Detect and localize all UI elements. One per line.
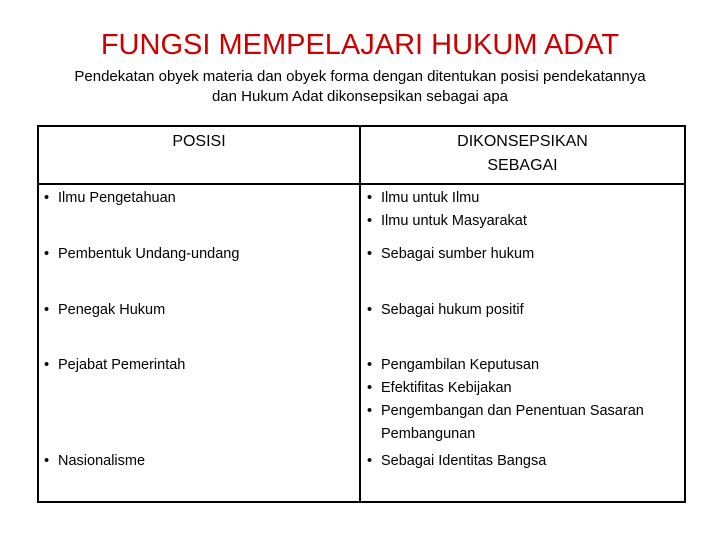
table-row-3-sebagai	[367, 299, 679, 322]
sebagai-label: Sebagai sumber hukum	[381, 246, 535, 262]
list-item	[367, 210, 679, 233]
bullet-icon: •	[367, 190, 373, 206]
column-header-dikonsepsikan-line-2: SEBAGAI	[487, 157, 558, 174]
bullet-icon: •	[367, 357, 373, 373]
page-title: FUNGSI MEMPELAJARI HUKUM ADAT	[100, 29, 620, 61]
posisi-label: Pejabat Pemerintah	[58, 357, 186, 373]
sebagai-label: Sebagai hukum positif	[381, 302, 524, 318]
posisi-label: Ilmu Pengetahuan	[58, 190, 176, 206]
list-item	[44, 187, 354, 210]
table-row-3-posisi	[44, 299, 354, 322]
page-subtitle	[40, 67, 680, 107]
sebagai-label: Ilmu untuk Masyarakat	[381, 213, 527, 229]
table-row-5-posisi	[44, 450, 354, 473]
table-row-1-sebagai	[367, 187, 679, 233]
bullet-icon: •	[367, 453, 373, 469]
posisi-label: Penegak Hukum	[58, 302, 166, 318]
posisi-label: Nasionalisme	[58, 453, 146, 469]
bullet-icon: •	[44, 453, 50, 469]
table-row-1-posisi	[44, 187, 354, 210]
bullet-icon: •	[367, 302, 373, 318]
list-item	[44, 243, 354, 266]
subtitle-line-1: Pendekatan obyek materia dan obyek forma dengan ditentukan posisi pendekatannya	[74, 68, 646, 85]
bullet-icon: •	[367, 213, 373, 229]
subtitle-line-2: dan Hukum Adat dikonsepsikan sebagai apa	[211, 88, 509, 105]
table-row-5-sebagai	[367, 450, 679, 473]
sebagai-label: Efektifitas Kebijakan	[381, 380, 512, 396]
table-row-2-posisi	[44, 243, 354, 266]
column-header-dikonsepsikan-line-1: DIKONSEPSIKAN	[457, 133, 588, 150]
table-header-divider	[37, 183, 686, 185]
bullet-icon: •	[44, 246, 50, 262]
sebagai-label: Ilmu untuk Ilmu	[381, 190, 480, 206]
sebagai-label: Pengambilan Keputusan	[381, 357, 540, 373]
table-row-4-posisi	[44, 354, 354, 377]
table-column-divider	[359, 125, 361, 503]
sebagai-label: Sebagai Identitas Bangsa	[381, 453, 547, 469]
bullet-icon: •	[367, 246, 373, 262]
list-item	[44, 450, 354, 473]
sebagai-label: Pengembangan dan Penentuan Sasaran Pembangunan	[381, 403, 644, 442]
list-item	[367, 450, 679, 473]
bullet-icon: •	[44, 302, 50, 318]
list-item	[44, 299, 354, 322]
posisi-label: Pembentuk Undang-undang	[58, 246, 240, 262]
table-row-2-sebagai	[367, 243, 679, 266]
bullet-icon: •	[44, 357, 50, 373]
list-item	[367, 243, 679, 266]
bullet-icon: •	[44, 190, 50, 206]
bullet-icon: •	[367, 380, 373, 396]
column-header-posisi: POSISI	[172, 133, 226, 150]
list-item	[367, 377, 679, 400]
list-item	[367, 299, 679, 322]
list-item	[367, 354, 679, 377]
list-item	[367, 187, 679, 210]
table-row-4-sebagai	[367, 354, 679, 446]
bullet-icon: •	[367, 403, 373, 419]
list-item	[367, 400, 679, 446]
column-header-dikonsepsikan	[361, 130, 684, 178]
list-item	[44, 354, 354, 377]
